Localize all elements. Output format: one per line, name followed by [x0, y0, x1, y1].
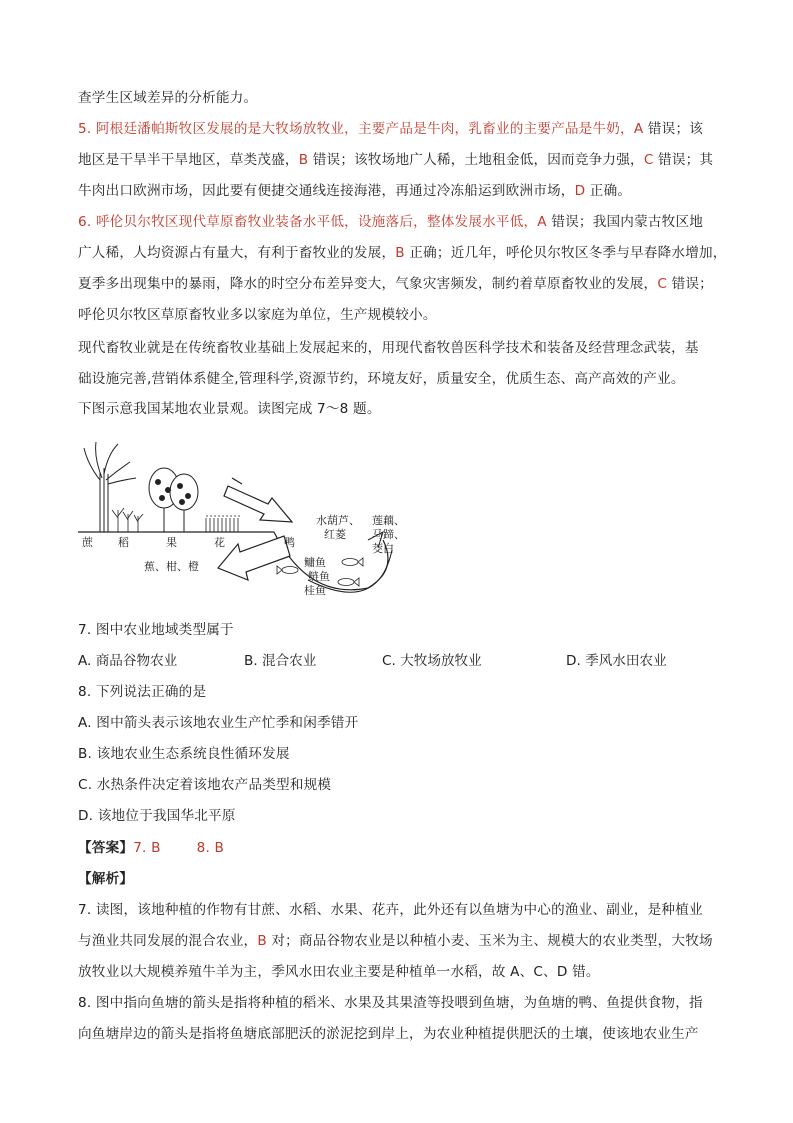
q6-line-2: 广人稀，人均资源占有量大，有利于畜牧业的发展，B 正确；近几年，呼伦贝尔牧区冬季与早春降水增加，	[78, 245, 727, 261]
dash-arrow	[232, 478, 242, 484]
q7-option-d[interactable]: D. 季风水田农业	[566, 653, 667, 669]
q5-line-2: 地区是干旱半干旱地区，草类茂盛，B 错误；该牧场地广人稀，土地租金低，因而竞争力强，C 错误；其	[78, 152, 714, 168]
rice-illustration	[112, 508, 143, 532]
text-line: 查学生区域差异的分析能力。	[78, 90, 258, 106]
q7-stem: 7. 图中农业地域类型属于	[78, 622, 234, 638]
label-mandarin-fish: 桂鱼	[304, 584, 326, 597]
diagram-intro: 下图示意我国某地农业景观。读图完成 7～8 题。	[78, 401, 381, 417]
q7-option-c[interactable]: C. 大牧场放牧业	[382, 653, 482, 669]
paragraph-line-1: 现代畜牧业就是在传统畜牧业基础上发展起来的，用现代畜牧兽医科学技术和装备及经营理念武装，基	[78, 340, 699, 356]
explanation-8-line-1: 8. 图中指向鱼塘的箭头是指将种植的稻米、水果及其果渣等投喂到鱼塘，为鱼塘的鸭、鱼提供食物，指	[78, 995, 703, 1011]
analysis-label: 【解析】	[78, 871, 134, 887]
label-water-caltrop: 马蹄、	[372, 528, 405, 541]
answer-line	[78, 838, 718, 858]
q8-option-a[interactable]: A. 图中箭头表示该地农业生产忙季和闲季错开	[78, 715, 359, 731]
label-duck: 鸭	[284, 536, 295, 549]
q8-option-c[interactable]: C. 水热条件决定着该地农产品类型和规模	[78, 777, 332, 793]
explanation-7-line-2: 与渔业共同发展的混合农业，B 对；商品谷物农业是以种植小麦、玉米为主、规模大的农业类型，大牧场	[78, 933, 713, 949]
paragraph-line-2: 础设施完善,营销体系健全,管理科学,资源节约，环境友好，质量安全，优质生态、高产高效的产业。	[78, 371, 685, 387]
q6-line-1: 6. 呼伦贝尔牧区现代草原畜牧业装备水平低，设施落后，整体发展水平低，A 错误；我国内蒙古牧区地	[78, 214, 704, 230]
answer-label: 【答案】	[78, 840, 134, 856]
q5-line-1: 5. 阿根廷潘帕斯牧区发展的是大牧场放牧业，主要产品是牛肉，乳畜业的主要产品是牛奶，A 错误；该	[78, 121, 704, 137]
label-banana-citrus: 蕉、柑、橙	[144, 560, 199, 573]
q7-option-b[interactable]: B. 混合农业	[244, 653, 317, 669]
q7-option-a[interactable]: A. 商品谷物农业	[78, 653, 178, 669]
label-water-hyacinth: 水葫芦、	[316, 514, 360, 527]
label-wild-rice-stem: 茭白	[372, 542, 394, 555]
label-sugarcane: 蔗	[82, 536, 93, 549]
explanation-8-line-2: 向鱼塘岸边的箭头是指将鱼塘底部肥沃的淤泥挖到岸上，为农业种植提供肥沃的土壤，使该地农业生产	[78, 1026, 699, 1042]
answer-8: 8. B	[196, 840, 225, 856]
q8-stem: 8. 下列说法正确的是	[78, 684, 207, 700]
q6-line-4: 呼伦贝尔牧区草原畜牧业多以家庭为单位，生产规模较小。	[78, 307, 437, 323]
arrow-to-bank	[218, 536, 290, 580]
agriculture-landscape-diagram	[78, 440, 405, 610]
arrow-into-pond	[224, 486, 292, 522]
q8-option-b[interactable]: B. 该地农业生态系统良性循环发展	[78, 746, 290, 762]
label-lotus-root: 莲藕、	[372, 514, 405, 527]
label-flower: 花	[214, 536, 225, 549]
label-silver-carp: 鲢鱼	[308, 570, 330, 583]
flower-illustration	[206, 516, 242, 532]
label-rice: 稻	[118, 536, 129, 549]
label-bighead-carp: 鳙鱼	[304, 556, 326, 569]
answer-7: 7. B	[133, 840, 161, 856]
explanation-7-line-3: 放牧业以大规模养殖牛羊为主，季风水田农业主要是种植单一水稻，故 A、C、D 错。	[78, 964, 600, 980]
q8-option-d[interactable]: D. 该地位于我国华北平原	[78, 808, 236, 824]
label-water-chestnut: 红菱	[324, 528, 346, 541]
q5-line-3: 牛肉出口欧洲市场，因此要有便捷交通线连接海港，再通过冷冻船运到欧洲市场，D 正确。	[78, 183, 632, 199]
label-fruit: 果	[166, 536, 177, 549]
q6-line-3: 夏季多出现集中的暴雨，降水的时空分布差异变大，气象灾害频发，制约着草原畜牧业的发展，C 错误；	[78, 276, 713, 292]
explanation-7-line-1: 7. 读图，该地种植的作物有甘蔗、水稻、水果、花卉，此外还有以鱼塘为中心的渔业、副业，是种植业	[78, 902, 703, 918]
fruit-tree-illustration	[149, 468, 198, 532]
